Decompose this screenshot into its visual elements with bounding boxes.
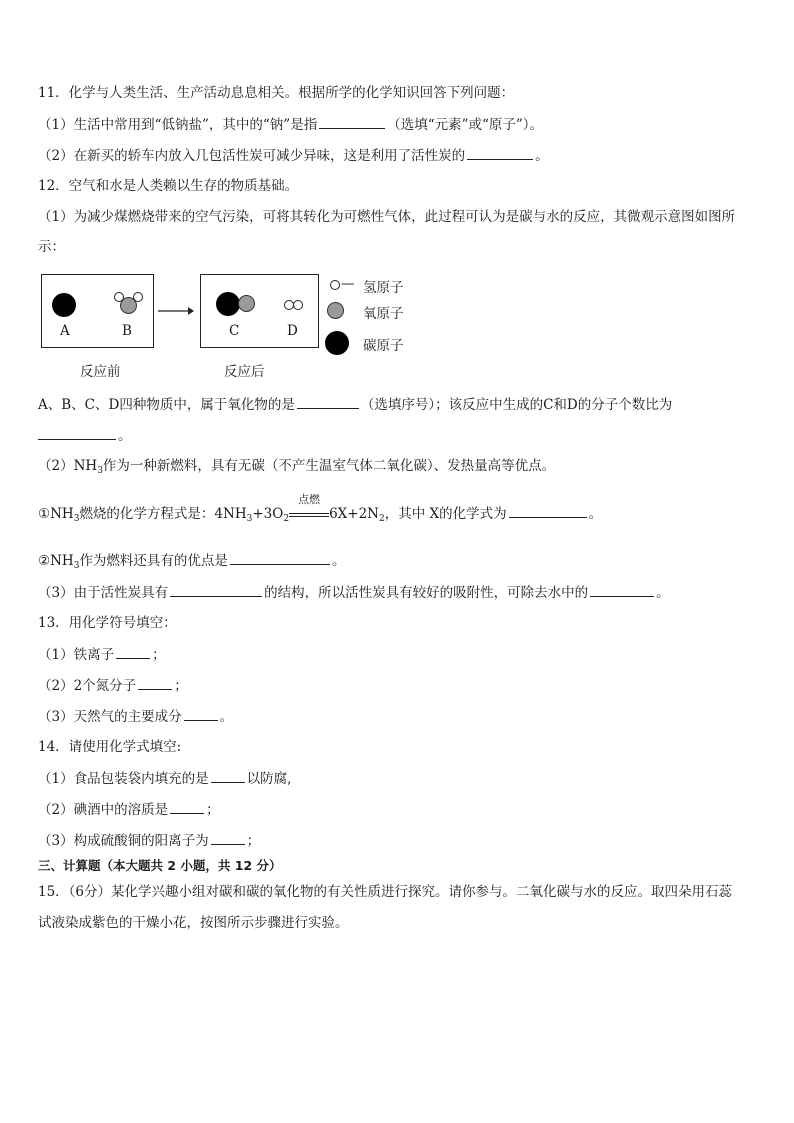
q12-question-line2: 。	[38, 425, 132, 446]
q14-part3: （3）构成硫酸铜的阳离子为 ；	[38, 830, 260, 851]
q11-part1: （1）生活中常用到“低钠盐”，其中的“钠”是指 （选填“元素”或“原子”）。	[38, 114, 543, 135]
answer-blank[interactable]	[116, 644, 150, 659]
answer-blank[interactable]	[170, 799, 204, 814]
q11-part2: （2）在新买的轿车内放入几包活性炭可减少异味，这是利用了活性炭的 。	[38, 145, 549, 166]
answer-blank[interactable]	[138, 675, 172, 690]
answer-blank[interactable]	[297, 394, 359, 409]
q11-stem: 11．化学与人类生活、生产活动息息相关。根据所学的化学知识回答下列问题：	[38, 85, 515, 101]
q14-stem: 14．请使用化学式填空:	[38, 739, 182, 755]
q12-stem: 12．空气和水是人类赖以生存的物质基础。	[38, 178, 299, 194]
answer-blank[interactable]	[170, 582, 262, 597]
answer-blank[interactable]	[467, 145, 533, 160]
label-C: C	[229, 323, 240, 339]
label-before: 反应前	[80, 364, 121, 380]
legend-oxygen-icon	[327, 302, 344, 319]
legend-hydrogen-icon	[330, 280, 340, 290]
answer-blank[interactable]	[184, 706, 218, 721]
answer-blank[interactable]	[211, 768, 245, 783]
q12-question-line1: A、B、C、D四种物质中，属于氧化物的是 （选填序号）；该反应中生成的C和D的分子个数比为	[38, 394, 672, 415]
legend-carbon-label: 碳原子	[363, 338, 404, 354]
q13-part1: （1）铁离子 ；	[38, 644, 166, 665]
answer-blank[interactable]	[230, 550, 330, 565]
legend-dash: —	[341, 276, 355, 292]
q12-part1-line1: （1）为减少煤燃烧带来的空气污染，可将其转化为可燃性气体，此过程可认为是碳与水的反应，其微观示意图如图所	[38, 209, 736, 225]
answer-blank[interactable]	[319, 114, 385, 129]
oxygen-atom-C	[238, 295, 255, 312]
answer-blank[interactable]	[509, 503, 587, 518]
reaction-condition: 点燃	[289, 504, 329, 524]
reaction-arrow	[158, 305, 194, 317]
q13-part2: （2）2个氮分子 ；	[38, 675, 188, 696]
q12-part2: $(2)NH_3$作为一种新燃料，具有无碳（不产生温室气体二氧化碳）、发热量高等优点。	[38, 458, 556, 476]
q13-part3: （3）天然气的主要成分 。	[38, 706, 233, 727]
legend-oxygen-label: 氧原子	[363, 306, 404, 322]
answer-blank[interactable]	[590, 582, 654, 597]
section-heading: 三、计算题（本大题共 2 小题，共 12 分）	[38, 858, 282, 873]
hydrogen-atom-D2	[293, 300, 303, 310]
q13-stem: 13．用化学符号填空：	[38, 615, 177, 631]
label-after: 反应后	[224, 364, 265, 380]
hydrogen-atom-B2	[133, 292, 143, 302]
label-D: D	[287, 323, 298, 339]
q14-part2: （2）碘酒中的溶质是 ；	[38, 799, 220, 820]
after-box	[200, 274, 319, 348]
legend-hydrogen-label: 氢原子	[363, 280, 404, 296]
carbon-atom-C	[216, 292, 240, 316]
q12-part1-line2: 示：	[38, 239, 65, 255]
q15-line2: 试液染成紫色的干燥小花，按图所示步骤进行实验。	[38, 915, 349, 931]
before-box	[41, 274, 154, 348]
label-B: B	[122, 323, 132, 339]
q12-advantage-line: $②NH_3$作为燃料还具有的优点是 。	[38, 550, 345, 571]
legend-carbon-icon	[325, 331, 349, 355]
answer-blank[interactable]	[211, 830, 245, 845]
q15-line1: 15．（6分）某化学兴趣小组对碳和碳的氧化物的有关性质进行探究。请你参与。二氧化碳与水的反应。取四朵用石蕊	[38, 884, 733, 900]
label-A: A	[60, 323, 70, 339]
carbon-atom-A	[52, 293, 76, 317]
q12-equation-line: $①NH_3$燃烧的化学方程式是：$4NH_3+3O_2$ 点燃 $6X+2N_2$，其中 X的化学式为 。	[38, 493, 603, 524]
hydrogen-atom-B1	[114, 292, 124, 302]
q14-part1: （1）食品包装袋内填充的是 以防腐,	[38, 768, 291, 789]
answer-blank[interactable]	[38, 425, 116, 440]
q12-part3: （3）由于活性炭具有 的结构，所以活性炭具有较好的吸附性，可除去水中的 。	[38, 582, 670, 603]
